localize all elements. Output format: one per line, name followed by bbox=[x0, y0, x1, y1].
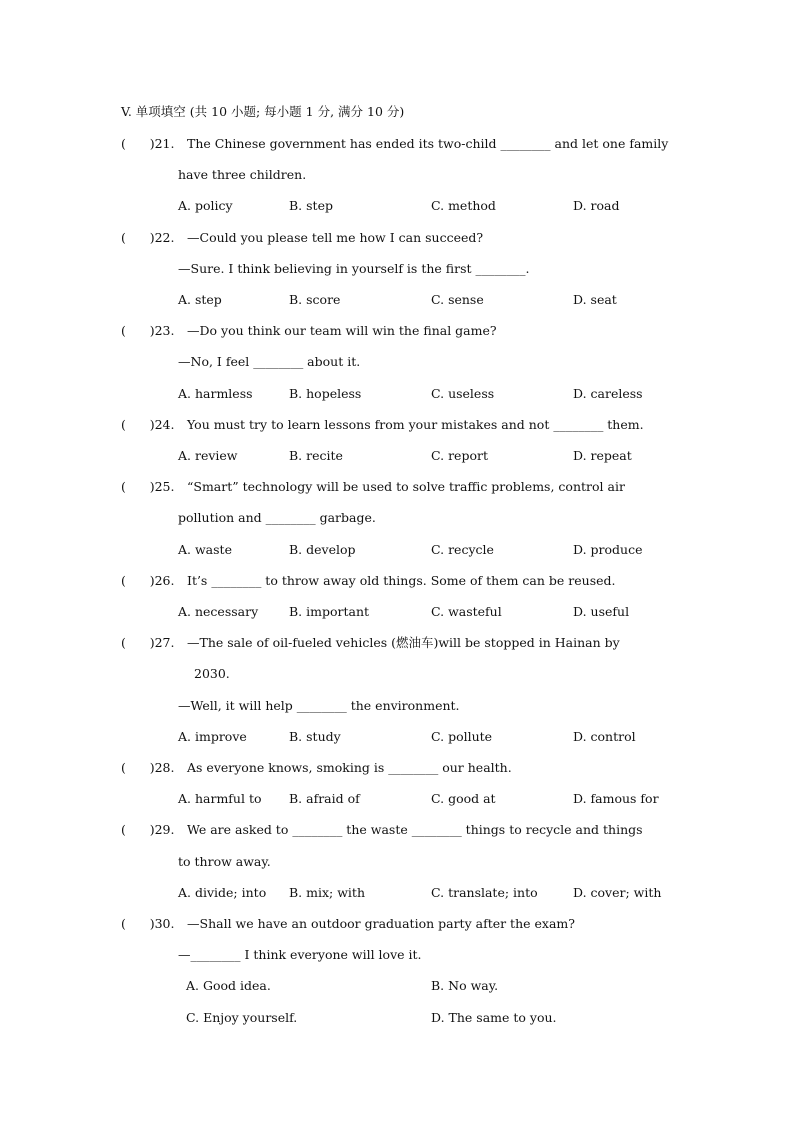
option-b: B. afraid of bbox=[289, 791, 360, 806]
question-text: “Smart” technology will be used to solve traffic problems, control air bbox=[187, 479, 625, 494]
option-a: A. review bbox=[178, 448, 238, 463]
question-text: have three children. bbox=[178, 167, 307, 182]
option-c: C. translate; into bbox=[431, 885, 538, 900]
question-text: —Shall we have an outdoor graduation party after the exam? bbox=[187, 916, 575, 931]
question-text: to throw away. bbox=[178, 854, 271, 869]
question-text: —Well, it will help ________ the environment. bbox=[178, 698, 460, 713]
question-text: You must try to learn lessons from your mistakes and not ________ them. bbox=[187, 417, 644, 432]
option-d: D. produce bbox=[573, 542, 643, 557]
question-text: As everyone knows, smoking is ________ our health. bbox=[187, 760, 512, 775]
question-bracket: ( )30. bbox=[121, 916, 175, 931]
question-bracket: ( )25. bbox=[121, 479, 175, 494]
option-c: C. report bbox=[431, 448, 488, 463]
question-bracket: ( )27. bbox=[121, 635, 175, 650]
option-a: A. harmless bbox=[178, 386, 253, 401]
question-text: The Chinese government has ended its two-child ________ and let one family bbox=[187, 136, 669, 151]
option-a: A. improve bbox=[178, 729, 247, 744]
option-b: B. develop bbox=[289, 542, 356, 557]
option-d: D. road bbox=[573, 198, 620, 213]
option-a: A. step bbox=[178, 292, 222, 307]
option-d: D. useful bbox=[573, 604, 630, 619]
option-d: D. seat bbox=[573, 292, 617, 307]
option-c: C. good at bbox=[431, 791, 496, 806]
option-d: D. careless bbox=[573, 386, 643, 401]
option-a: A. policy bbox=[178, 198, 233, 213]
option-b: B. recite bbox=[289, 448, 343, 463]
question-text: pollution and ________ garbage. bbox=[178, 510, 376, 525]
question-text: —The sale of oil-fueled vehicles (燃油车)will be stopped in Hainan by bbox=[187, 635, 620, 650]
question-bracket: ( )26. bbox=[121, 573, 175, 588]
option-a: A. Good idea. bbox=[186, 978, 271, 993]
question-text: We are asked to ________ the waste ________ things to recycle and things bbox=[187, 822, 643, 837]
option-c: C. useless bbox=[431, 386, 495, 401]
question-text: —Sure. I think believing in yourself is the first ________. bbox=[178, 261, 530, 276]
option-c: C. recycle bbox=[431, 542, 494, 557]
option-a: A. divide; into bbox=[178, 885, 267, 900]
option-c: C. method bbox=[431, 198, 496, 213]
option-b: B. study bbox=[289, 729, 341, 744]
question-text: —Do you think our team will win the final game? bbox=[187, 323, 497, 338]
option-d: D. cover; with bbox=[573, 885, 662, 900]
question-text: —No, I feel ________ about it. bbox=[178, 354, 361, 369]
question-bracket: ( )21. bbox=[121, 136, 175, 151]
option-d: D. famous for bbox=[573, 791, 659, 806]
option-a: A. necessary bbox=[178, 604, 259, 619]
question-bracket: ( )29. bbox=[121, 822, 175, 837]
question-text: —________ I think everyone will love it. bbox=[178, 947, 422, 962]
question-bracket: ( )28. bbox=[121, 760, 175, 775]
question-text: 2030. bbox=[194, 666, 230, 681]
question-bracket: ( )22. bbox=[121, 230, 175, 245]
option-b: B. mix; with bbox=[289, 885, 365, 900]
question-bracket: ( )23. bbox=[121, 323, 175, 338]
option-b: B. hopeless bbox=[289, 386, 362, 401]
option-b: B. score bbox=[289, 292, 341, 307]
option-d: D. The same to you. bbox=[431, 1010, 557, 1025]
option-c: C. wasteful bbox=[431, 604, 502, 619]
option-a: A. harmful to bbox=[178, 791, 262, 806]
option-d: D. repeat bbox=[573, 448, 632, 463]
section-title: V. 单项填空 (共 10 小题; 每小题 1 分, 满分 10 分) bbox=[121, 104, 405, 119]
option-c: C. pollute bbox=[431, 729, 493, 744]
question-bracket: ( )24. bbox=[121, 417, 175, 432]
option-d: D. control bbox=[573, 729, 636, 744]
option-c: C. Enjoy yourself. bbox=[186, 1010, 298, 1025]
option-a: A. waste bbox=[178, 542, 232, 557]
option-b: B. step bbox=[289, 198, 333, 213]
option-b: B. important bbox=[289, 604, 370, 619]
option-c: C. sense bbox=[431, 292, 484, 307]
question-text: —Could you please tell me how I can succeed? bbox=[187, 230, 484, 245]
question-text: It’s ________ to throw away old things. Some of them can be reused. bbox=[187, 573, 616, 588]
option-b: B. No way. bbox=[431, 978, 499, 993]
